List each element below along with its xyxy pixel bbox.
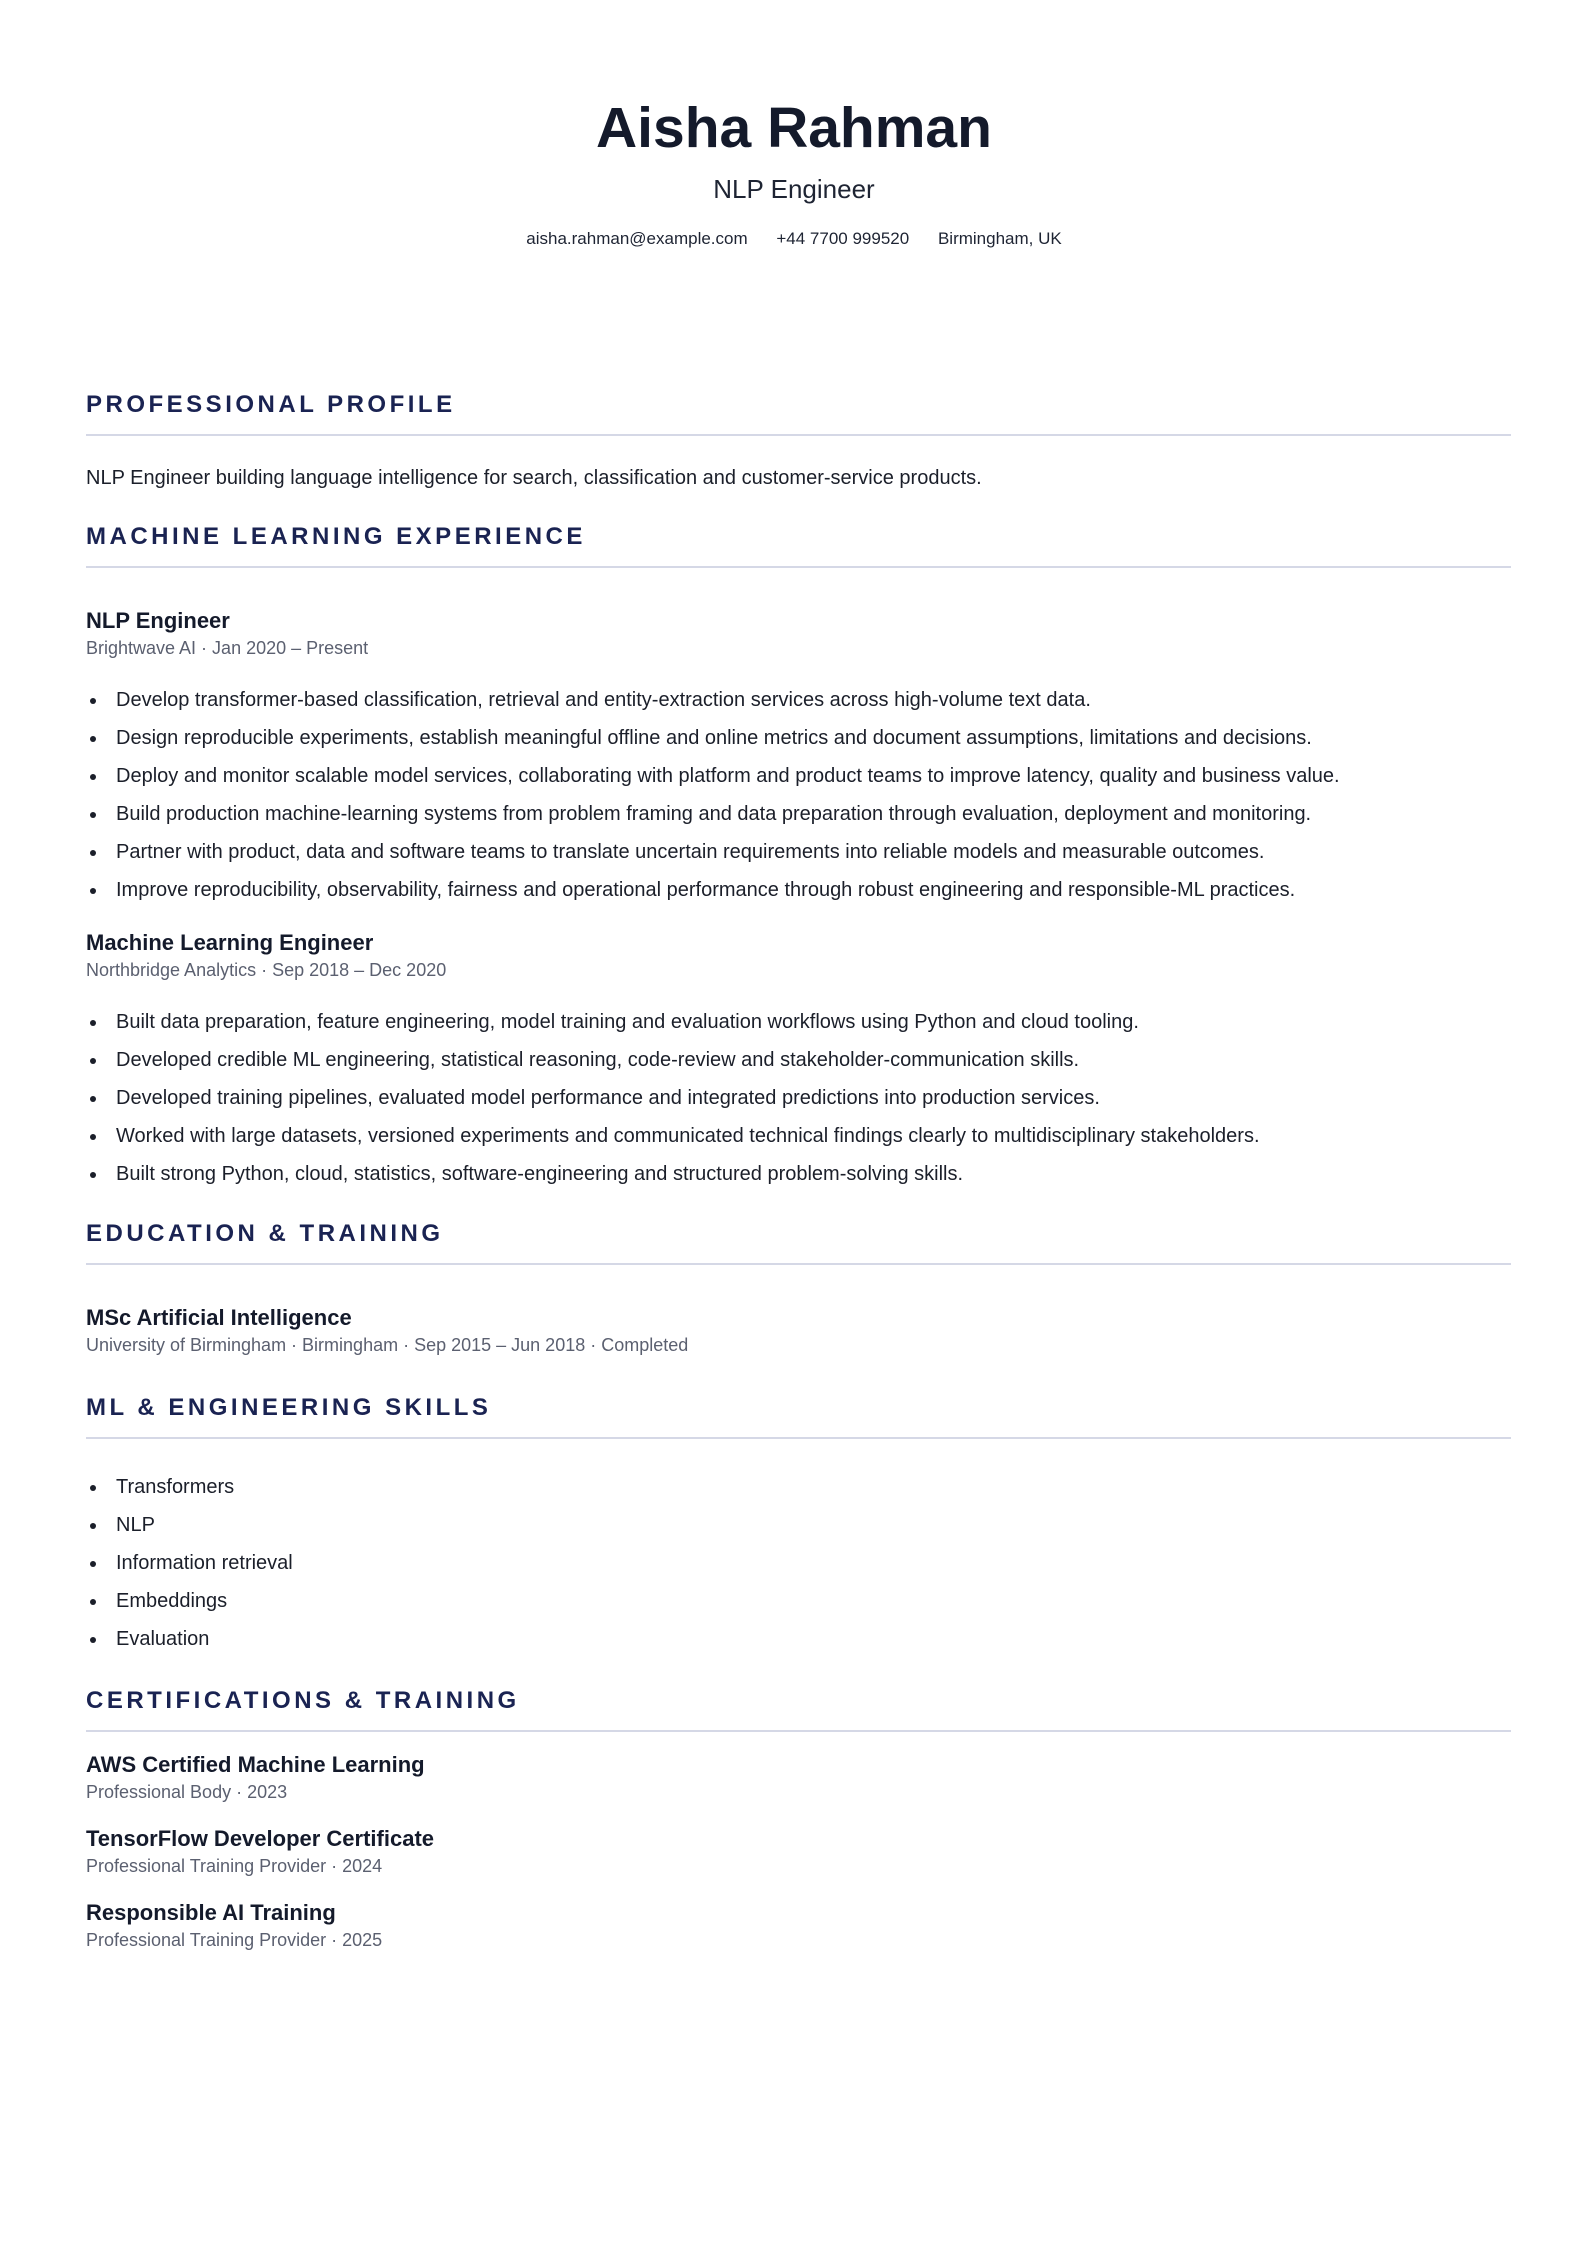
section-title: ML & ENGINEERING SKILLS (86, 1394, 492, 1421)
skill-item: Embeddings (86, 1587, 1511, 1625)
section-title: PROFESSIONAL PROFILE (86, 391, 456, 418)
bullet-item: Developed training pipelines, evaluated model performance and integrated predictions into production services. (86, 1084, 1511, 1122)
bullet-item: Develop transformer-based classification, retrieval and entity-extraction services across high-volume text data. (86, 686, 1511, 724)
skills-list (86, 1473, 1511, 1663)
role-bullets (86, 686, 1511, 914)
certification-title: AWS Certified Machine Learning (86, 1752, 425, 1777)
contact-location: Birmingham, UK (937, 229, 1062, 248)
resume-header (0, 92, 1588, 250)
certification-title: TensorFlow Developer Certificate (86, 1826, 435, 1851)
contact-line (0, 228, 1588, 250)
contact-phone[interactable]: +44 7700 999520 (776, 229, 910, 248)
section-heading-experience (86, 522, 1511, 568)
role-meta: Brightwave AI · Jan 2020 – Present (86, 638, 369, 658)
contact-email[interactable]: aisha.rahman@example.com (526, 229, 748, 248)
certification-item (86, 1825, 1511, 1878)
degree-title: MSc Artificial Intelligence (86, 1305, 352, 1330)
skill-item: Information retrieval (86, 1549, 1511, 1587)
section-divider (86, 434, 1511, 436)
section-heading-profile (86, 390, 1511, 436)
experience-role (86, 607, 1511, 660)
role-title: Machine Learning Engineer (86, 930, 374, 955)
section-title: MACHINE LEARNING EXPERIENCE (86, 523, 586, 550)
certification-meta: Professional Training Provider · 2025 (86, 1930, 383, 1950)
skill-item: Evaluation (86, 1625, 1511, 1663)
role-meta: Northbridge Analytics · Sep 2018 – Dec 2020 (86, 960, 447, 980)
candidate-name: Aisha Rahman (596, 96, 992, 160)
profile-summary: NLP Engineer building language intelligence for search, classification and customer-service products. (86, 467, 982, 489)
certification-meta: Professional Body · 2023 (86, 1782, 288, 1802)
bullet-item: Improve reproducibility, observability, fairness and operational performance through robust engineering and responsible-ML practices. (86, 876, 1511, 914)
section-divider (86, 1263, 1511, 1265)
section-divider (86, 566, 1511, 568)
section-heading-skills (86, 1393, 1511, 1439)
skill-item: NLP (86, 1511, 1511, 1549)
section-title: CERTIFICATIONS & TRAINING (86, 1687, 520, 1714)
bullet-item: Deploy and monitor scalable model services, collaborating with platform and product teams to improve latency, quality and business value. (86, 762, 1511, 800)
section-divider (86, 1730, 1511, 1732)
section-heading-education (86, 1219, 1511, 1265)
bullet-item: Worked with large datasets, versioned experiments and communicated technical findings clearly to multidisciplinary stakeholders. (86, 1122, 1511, 1160)
certification-title: Responsible AI Training (86, 1900, 336, 1925)
bullet-item: Built strong Python, cloud, statistics, software-engineering and structured problem-solving skills. (86, 1160, 1511, 1198)
bullet-item: Developed credible ML engineering, statistical reasoning, code-review and stakeholder-communication skills. (86, 1046, 1511, 1084)
bullet-item: Design reproducible experiments, establish meaningful offline and online metrics and document assumptions, limitations and decisions. (86, 724, 1511, 762)
section-divider (86, 1437, 1511, 1439)
role-title: NLP Engineer (86, 608, 230, 633)
bullet-item: Partner with product, data and software teams to translate uncertain requirements into reliable models and measurable outcomes. (86, 838, 1511, 876)
certification-item (86, 1751, 1511, 1804)
section-title: EDUCATION & TRAINING (86, 1220, 444, 1247)
experience-role (86, 929, 1511, 982)
role-bullets (86, 1008, 1511, 1198)
bullet-item: Built data preparation, feature engineering, model training and evaluation workflows using Python and cloud tooling. (86, 1008, 1511, 1046)
candidate-title: NLP Engineer (713, 174, 875, 204)
skill-item: Transformers (86, 1473, 1511, 1511)
certification-item (86, 1899, 1511, 1952)
certification-meta: Professional Training Provider · 2024 (86, 1856, 383, 1876)
education-item (86, 1304, 1511, 1357)
degree-meta: University of Birmingham · Birmingham · Sep 2015 – Jun 2018 · Completed (86, 1335, 689, 1355)
section-heading-certifications (86, 1686, 1511, 1732)
bullet-item: Build production machine-learning systems from problem framing and data preparation through evaluation, deployment and monitoring. (86, 800, 1511, 838)
